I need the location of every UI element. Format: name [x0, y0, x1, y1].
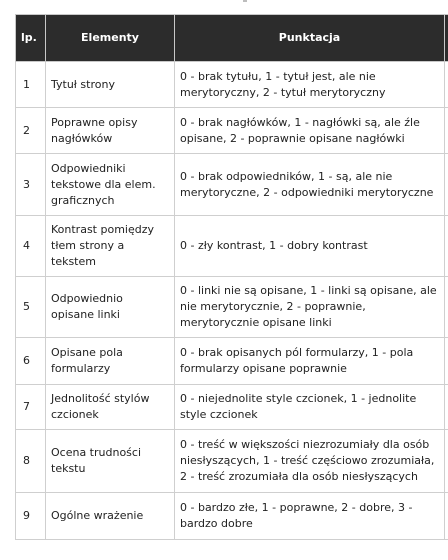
row-element: Kontrast pomiędzy tłem strony a tekstem: [46, 216, 175, 277]
row-punktacja: 0 - niejednolite style czcionek, 1 - jednolite style czcionek: [175, 385, 445, 430]
row-number: 1: [16, 62, 46, 108]
row-extra-cell: [445, 385, 448, 430]
top-divider-mark: [243, 0, 247, 2]
top-bar: [0, 0, 448, 14]
row-number: 3: [16, 154, 46, 216]
row-element: Jednolitość stylów czcionek: [46, 385, 175, 430]
row-element: Odpowiedniki tekstowe dla elem. graficznych: [46, 154, 175, 216]
table-row: [16, 430, 448, 493]
row-element: Opisane pola formularzy: [46, 338, 175, 385]
row-element: Ogólne wrażenie: [46, 493, 175, 540]
row-number: 5: [16, 277, 46, 338]
table-row: [16, 216, 448, 277]
row-extra-cell: [445, 493, 448, 540]
table-row: [16, 493, 448, 540]
row-punktacja: 0 - linki nie są opisane, 1 - linki są opisane, ale nie merytorycznie, 2 - poprawnie, merytorycznie opisane linki: [175, 277, 445, 338]
scoring-table-container[interactable]: [15, 14, 448, 560]
row-number: 7: [16, 385, 46, 430]
row-punktacja: 0 - brak tytułu, 1 - tytuł jest, ale nie merytoryczny, 2 - tytuł merytoryczny: [175, 62, 445, 108]
row-extra-cell: [445, 154, 448, 216]
row-number: 2: [16, 108, 46, 154]
row-element: Ocena trudności tekstu: [46, 430, 175, 493]
row-punktacja: 0 - brak opisanych pól formularzy, 1 - pola formularzy opisane poprawnie: [175, 338, 445, 385]
row-number: 6: [16, 338, 46, 385]
row-extra-cell: [445, 108, 448, 154]
table-row: [16, 108, 448, 154]
table-row: [16, 62, 448, 108]
row-element: Odpowiednio opisane linki: [46, 277, 175, 338]
table-row: [16, 338, 448, 385]
header-lp: lp.: [16, 15, 46, 62]
row-punktacja: 0 - zły kontrast, 1 - dobry kontrast: [175, 216, 445, 277]
row-number: 9: [16, 493, 46, 540]
row-punktacja: 0 - brak odpowiedników, 1 - są, ale nie merytoryczne, 2 - odpowiedniki merytoryczne: [175, 154, 445, 216]
table-row: [16, 154, 448, 216]
row-punktacja: 0 - bardzo złe, 1 - poprawne, 2 - dobre, 3 - bardzo dobre: [175, 493, 445, 540]
row-element: Tytuł strony: [46, 62, 175, 108]
row-extra-cell: [445, 216, 448, 277]
row-number: 8: [16, 430, 46, 493]
row-extra-cell: [445, 430, 448, 493]
row-punktacja: 0 - brak nagłówków, 1 - nagłówki są, ale źle opisane, 2 - poprawnie opisane nagłówki: [175, 108, 445, 154]
scoring-table: [15, 14, 448, 540]
table-header-row: [16, 15, 448, 62]
header-extra-column: [445, 15, 448, 62]
row-extra-cell: [445, 62, 448, 108]
header-punktacja: Punktacja: [175, 15, 445, 62]
row-punktacja: 0 - treść w większości niezrozumiały dla osób niesłyszących, 1 - treść częściowo zrozumiała, 2 - treść zrozumiała dla osób niesłyszących: [175, 430, 445, 493]
row-extra-cell: [445, 338, 448, 385]
row-number: 4: [16, 216, 46, 277]
header-elementy: Elementy: [46, 15, 175, 62]
row-extra-cell: [445, 277, 448, 338]
row-element: Poprawne opisy nagłówków: [46, 108, 175, 154]
table-row: [16, 385, 448, 430]
table-row: [16, 277, 448, 338]
